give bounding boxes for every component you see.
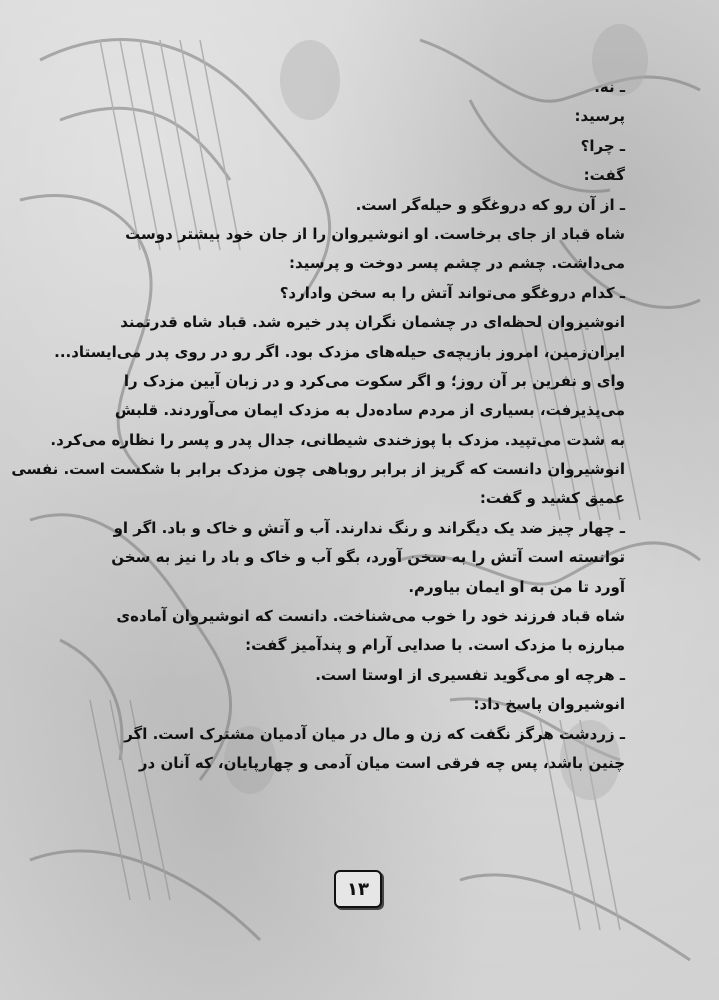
text-line: می‌پذیرفت، بسیاری از مردم ساده‌دل به مزدک ایمان می‌آوردند. قلبش [114, 401, 625, 420]
text-line: ایران‌زمین، امروز بازیچه‌ی حیله‌های مزدک بود. اگر رو در روی پدر می‌ایستاد... [54, 342, 625, 361]
text-line: عمیق کشید و گفت: [479, 489, 625, 508]
text-line: پرسید: [574, 107, 625, 126]
page-number: ۱۳ [334, 870, 382, 908]
text-line: انوشیروان دانست که گریز از برابر روباهی چون مزدک برابر با شکست است. نفسی [11, 460, 625, 479]
text-line: وای و نفرین بر آن روز؛ و اگر سکوت می‌کرد و در زبان آیین مزدک را [123, 371, 625, 390]
text-line: شاه قباد از جای برخاست. او انوشیروان را از جان خود بیشتر دوست [125, 224, 625, 243]
text-line: به شدت می‌تپید. مزدک با پوزخندی شیطانی، جدال پدر و پسر را نظاره می‌کرد. [50, 430, 625, 449]
text-line: گفت: [583, 166, 625, 185]
text-line: آورد تا من به او ایمان بیاورم. [408, 577, 625, 596]
text-line: ـ چرا؟ [580, 136, 625, 155]
text-line: مبارزه با مزدک است. با صدایی آرام و پندآمیز گفت: [245, 636, 625, 655]
text-line: می‌داشت. چشم در چشم پسر دوخت و پرسید: [289, 254, 625, 273]
text-line: انوشیروان پاسخ داد: [473, 695, 625, 714]
text-line: چنین باشد، پس چه فرقی است میان آدمی و چهارپایان، که آنان در [138, 753, 625, 772]
body-text [11, 73, 625, 873]
text-line: ـ کدام دروغگو می‌تواند آتش را به سخن وادارد؟ [279, 283, 625, 302]
text-line: ـ هرچه او می‌گوید تفسیری از اوستا است. [315, 665, 625, 684]
text-line: انوشیروان لحظه‌ای در چشمان نگران پدر خیره شد. قباد شاه قدرتمند [120, 313, 625, 332]
text-line: ـ از آن رو که دروغگو و حیله‌گر است. [355, 195, 625, 214]
text-line: ـ زردشت هرگز نگفت که زن و مال در میان آدمیان مشترک است. اگر [124, 724, 625, 743]
text-line: ـ نه. [594, 78, 625, 96]
text-line: توانسته است آتش را به سخن آورد، بگو آب و خاک و باد را نیز به سخن [111, 548, 625, 567]
text-line: ـ چهار چیز ضد یک دیگراند و رنگ ندارند. آب و آتش و خاک و باد. اگر او [113, 518, 625, 537]
text-line: شاه قباد فرزند خود را خوب می‌شناخت. دانست که انوشیروان آماده‌ی [116, 607, 625, 626]
